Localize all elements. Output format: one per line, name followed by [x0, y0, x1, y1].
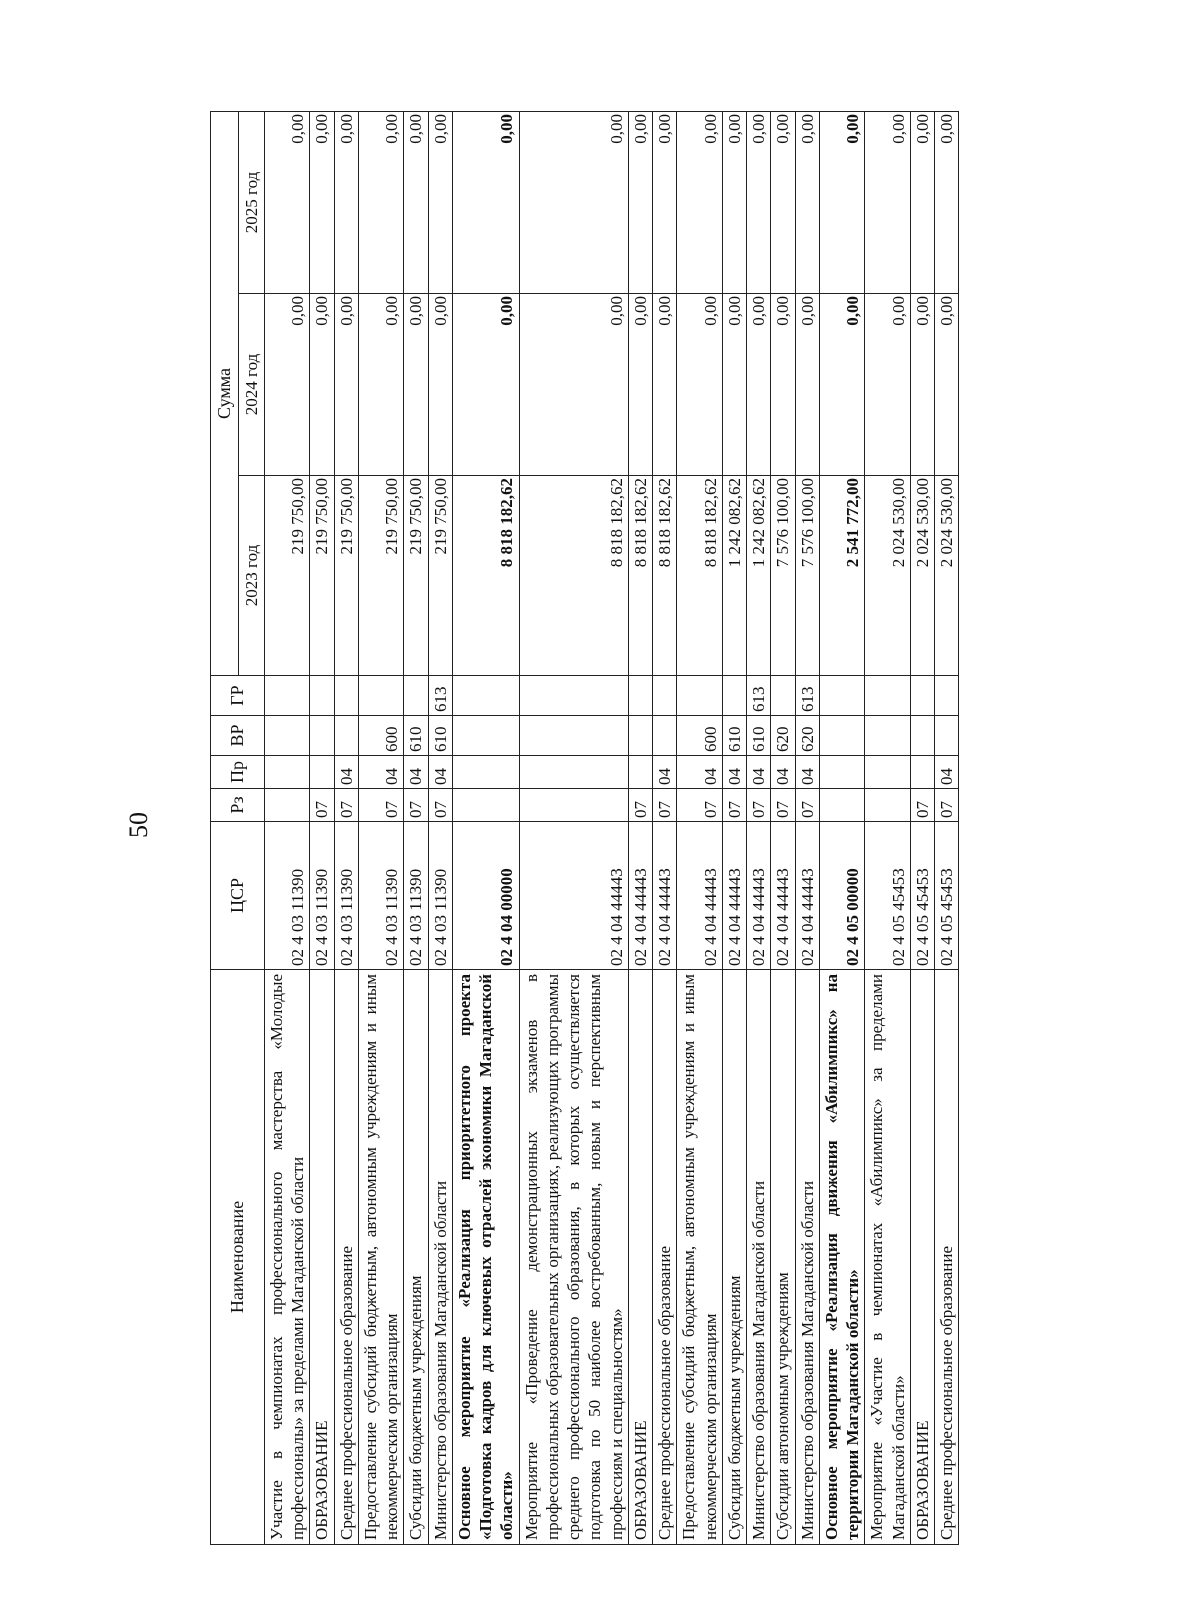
table-row: [452, 111, 519, 1544]
cell-pr: [310, 756, 334, 789]
cell-rz: 07: [910, 789, 934, 822]
cell-rz: [865, 789, 911, 822]
table-row: [795, 111, 819, 1544]
cell-gr: [519, 676, 628, 716]
cell-csr: 02 4 04 00000: [452, 822, 519, 970]
cell-rz: 07: [653, 789, 677, 822]
cell-pr: [819, 756, 865, 789]
table-row: [819, 111, 865, 1544]
cell-2024: 0,00: [428, 294, 452, 476]
table-row: [310, 111, 334, 1544]
table-row: [653, 111, 677, 1544]
table-row: [910, 111, 934, 1544]
cell-2023: 8 818 182,62: [677, 476, 723, 676]
cell-pr: 04: [677, 756, 723, 789]
cell-name: Субсидии бюджетным учреждениям: [404, 970, 428, 1545]
cell-2023: 219 750,00: [358, 476, 404, 676]
cell-pr: [910, 756, 934, 789]
header-rz: Рз: [211, 789, 265, 822]
cell-name: Среднее профессиональное образование: [935, 970, 959, 1545]
table-row: [747, 111, 771, 1544]
table-row: [358, 111, 404, 1544]
cell-name: Предоставление субсидий бюджетным, автономным учреждениям и иным некоммерческим организациям: [358, 970, 404, 1545]
cell-vr: [910, 716, 934, 756]
cell-name: ОБРАЗОВАНИЕ: [628, 970, 652, 1545]
cell-vr: [819, 716, 865, 756]
cell-vr: [334, 716, 358, 756]
table-row: [677, 111, 723, 1544]
cell-vr: [310, 716, 334, 756]
cell-name: ОБРАЗОВАНИЕ: [310, 970, 334, 1545]
cell-vr: 600: [677, 716, 723, 756]
cell-name: Основное мероприятие «Реализация приоритетного проекта «Подготовка кадров для ключевых отраслей экономики Магаданской области»: [452, 970, 519, 1545]
cell-vr: 620: [771, 716, 795, 756]
cell-2024: 0,00: [452, 294, 519, 476]
cell-name: Министерство образования Магаданской области: [747, 970, 771, 1545]
cell-rz: 07: [935, 789, 959, 822]
cell-2024: 0,00: [404, 294, 428, 476]
cell-pr: 04: [747, 756, 771, 789]
cell-gr: [334, 676, 358, 716]
cell-2025: 0,00: [910, 111, 934, 293]
cell-rz: 07: [722, 789, 746, 822]
header-2024: 2024 год: [238, 294, 264, 476]
cell-2024: 0,00: [795, 294, 819, 476]
cell-name: ОБРАЗОВАНИЕ: [910, 970, 934, 1545]
cell-csr: 02 4 03 11390: [428, 822, 452, 970]
cell-2025: 0,00: [653, 111, 677, 293]
header-2023: 2023 год: [238, 476, 264, 676]
cell-gr: [452, 676, 519, 716]
cell-2024: 0,00: [819, 294, 865, 476]
cell-gr: [310, 676, 334, 716]
cell-csr: 02 4 04 44443: [653, 822, 677, 970]
cell-pr: 04: [771, 756, 795, 789]
cell-name: Среднее профессиональное образование: [334, 970, 358, 1545]
cell-pr: [452, 756, 519, 789]
table-row: [771, 111, 795, 1544]
cell-rz: 07: [428, 789, 452, 822]
header-vr: ВР: [211, 716, 265, 756]
cell-2025: 0,00: [628, 111, 652, 293]
cell-pr: 04: [358, 756, 404, 789]
header-gr: ГР: [211, 676, 265, 716]
cell-name: Субсидии бюджетным учреждениям: [722, 970, 746, 1545]
cell-rz: 07: [677, 789, 723, 822]
cell-2025: 0,00: [264, 111, 310, 293]
cell-vr: 610: [428, 716, 452, 756]
cell-2024: 0,00: [519, 294, 628, 476]
cell-2023: 7 576 100,00: [795, 476, 819, 676]
cell-2024: 0,00: [628, 294, 652, 476]
cell-gr: [358, 676, 404, 716]
cell-csr: 02 4 03 11390: [310, 822, 334, 970]
cell-2023: 2 024 530,00: [935, 476, 959, 676]
cell-csr: 02 4 03 11390: [334, 822, 358, 970]
header-name: Наименование: [211, 970, 265, 1545]
cell-vr: 600: [358, 716, 404, 756]
cell-csr: 02 4 04 44443: [722, 822, 746, 970]
cell-rz: 07: [404, 789, 428, 822]
cell-2025: 0,00: [747, 111, 771, 293]
cell-2025: 0,00: [334, 111, 358, 293]
cell-name: Министерство образования Магаданской области: [795, 970, 819, 1545]
table-row: [264, 111, 310, 1544]
cell-2024: 0,00: [358, 294, 404, 476]
cell-2023: 2 024 530,00: [865, 476, 911, 676]
cell-csr: 02 4 03 11390: [404, 822, 428, 970]
cell-gr: [677, 676, 723, 716]
cell-csr: 02 4 04 44443: [519, 822, 628, 970]
cell-2023: 2 541 772,00: [819, 476, 865, 676]
header-summa: Сумма: [211, 111, 239, 675]
cell-pr: [628, 756, 652, 789]
cell-rz: 07: [358, 789, 404, 822]
cell-name: Предоставление субсидий бюджетным, автономным учреждениям и иным некоммерческим организациям: [677, 970, 723, 1545]
cell-2025: 0,00: [722, 111, 746, 293]
table-row: [865, 111, 911, 1544]
cell-pr: 04: [428, 756, 452, 789]
cell-vr: [935, 716, 959, 756]
cell-gr: [935, 676, 959, 716]
header-2025: 2025 год: [238, 111, 264, 293]
cell-2025: 0,00: [935, 111, 959, 293]
cell-gr: 613: [747, 676, 771, 716]
cell-2025: 0,00: [428, 111, 452, 293]
table-row: [935, 111, 959, 1544]
cell-2023: 219 750,00: [404, 476, 428, 676]
cell-2025: 0,00: [452, 111, 519, 293]
cell-csr: 02 4 05 45453: [935, 822, 959, 970]
table-body: [264, 111, 959, 1544]
cell-2023: 1 242 082,62: [722, 476, 746, 676]
cell-name: Участие в чемпионатах профессионального мастерства «Молодые профессионалы» за пределами Магаданской области: [264, 970, 310, 1545]
cell-vr: [452, 716, 519, 756]
cell-2023: 219 750,00: [264, 476, 310, 676]
header-csr: ЦСР: [211, 822, 265, 970]
cell-2023: 219 750,00: [428, 476, 452, 676]
cell-vr: 610: [404, 716, 428, 756]
cell-name: Министерство образования Магаданской области: [428, 970, 452, 1545]
cell-csr: 02 4 03 11390: [264, 822, 310, 970]
rotated-table-container: [210, 112, 1132, 1545]
cell-rz: [519, 789, 628, 822]
cell-2025: 0,00: [404, 111, 428, 293]
cell-name: Основное мероприятие «Реализация движения «Абилимпикс» на территории Магаданской области»: [819, 970, 865, 1545]
cell-2024: 0,00: [677, 294, 723, 476]
table-row: [628, 111, 652, 1544]
cell-pr: [865, 756, 911, 789]
cell-pr: 04: [935, 756, 959, 789]
cell-2023: 219 750,00: [334, 476, 358, 676]
cell-2023: 8 818 182,62: [452, 476, 519, 676]
cell-2025: 0,00: [865, 111, 911, 293]
cell-2023: 8 818 182,62: [653, 476, 677, 676]
cell-vr: [865, 716, 911, 756]
cell-rz: 07: [747, 789, 771, 822]
budget-table: [210, 111, 959, 1545]
cell-rz: 07: [795, 789, 819, 822]
cell-2025: 0,00: [358, 111, 404, 293]
cell-name: Мероприятие «Проведение демонстрационных экзаменов в профессиональных образовательных организациях, реализующих программы среднего профессионального образования, в которых осуществляется подготовка по 50 наиболее востребованным, новым и перспективным профессиям и специальностям»: [519, 970, 628, 1545]
cell-name: Субсидии автономным учреждениям: [771, 970, 795, 1545]
cell-pr: 04: [795, 756, 819, 789]
cell-gr: 613: [795, 676, 819, 716]
cell-gr: [264, 676, 310, 716]
cell-2023: 219 750,00: [310, 476, 334, 676]
cell-name: Среднее профессиональное образование: [653, 970, 677, 1545]
cell-2024: 0,00: [334, 294, 358, 476]
cell-rz: 07: [628, 789, 652, 822]
table-row: [519, 111, 628, 1544]
cell-pr: 04: [404, 756, 428, 789]
cell-gr: [771, 676, 795, 716]
cell-gr: [819, 676, 865, 716]
cell-csr: 02 4 04 44443: [628, 822, 652, 970]
cell-2023: 8 818 182,62: [628, 476, 652, 676]
cell-csr: 02 4 04 44443: [677, 822, 723, 970]
cell-pr: [264, 756, 310, 789]
cell-2025: 0,00: [795, 111, 819, 293]
cell-2025: 0,00: [819, 111, 865, 293]
cell-name: Мероприятие «Участие в чемпионатах «Абилимпикс» за пределами Магаданской области»: [865, 970, 911, 1545]
cell-pr: [519, 756, 628, 789]
cell-2024: 0,00: [771, 294, 795, 476]
cell-gr: [865, 676, 911, 716]
cell-vr: [519, 716, 628, 756]
cell-2024: 0,00: [722, 294, 746, 476]
cell-2025: 0,00: [519, 111, 628, 293]
table-row: [404, 111, 428, 1544]
cell-pr: 04: [334, 756, 358, 789]
cell-rz: 07: [334, 789, 358, 822]
cell-2023: 7 576 100,00: [771, 476, 795, 676]
cell-csr: 02 4 05 45453: [865, 822, 911, 970]
cell-2024: 0,00: [264, 294, 310, 476]
cell-gr: [653, 676, 677, 716]
table-row: [428, 111, 452, 1544]
cell-gr: [722, 676, 746, 716]
cell-2025: 0,00: [771, 111, 795, 293]
cell-rz: [819, 789, 865, 822]
table-row: [722, 111, 746, 1544]
cell-csr: 02 4 04 44443: [747, 822, 771, 970]
cell-2024: 0,00: [653, 294, 677, 476]
cell-vr: 620: [795, 716, 819, 756]
cell-2023: 2 024 530,00: [910, 476, 934, 676]
cell-vr: [653, 716, 677, 756]
cell-gr: [628, 676, 652, 716]
cell-2025: 0,00: [310, 111, 334, 293]
cell-csr: 02 4 04 44443: [771, 822, 795, 970]
cell-vr: 610: [722, 716, 746, 756]
table-row: [334, 111, 358, 1544]
header-pr: Пр: [211, 756, 265, 789]
cell-vr: [264, 716, 310, 756]
cell-gr: [404, 676, 428, 716]
cell-csr: 02 4 03 11390: [358, 822, 404, 970]
cell-gr: [910, 676, 934, 716]
cell-2024: 0,00: [747, 294, 771, 476]
cell-pr: 04: [653, 756, 677, 789]
cell-2023: 8 818 182,62: [519, 476, 628, 676]
table-header: [211, 111, 265, 1544]
cell-2024: 0,00: [310, 294, 334, 476]
cell-pr: 04: [722, 756, 746, 789]
cell-csr: 02 4 04 44443: [795, 822, 819, 970]
cell-csr: 02 4 05 00000: [819, 822, 865, 970]
cell-csr: 02 4 05 45453: [910, 822, 934, 970]
cell-rz: [264, 789, 310, 822]
cell-rz: [452, 789, 519, 822]
page-number: 50: [124, 812, 153, 838]
cell-2024: 0,00: [865, 294, 911, 476]
cell-2024: 0,00: [935, 294, 959, 476]
cell-2024: 0,00: [910, 294, 934, 476]
cell-rz: 07: [771, 789, 795, 822]
cell-2025: 0,00: [677, 111, 723, 293]
cell-rz: 07: [310, 789, 334, 822]
cell-2023: 1 242 082,62: [747, 476, 771, 676]
cell-gr: 613: [428, 676, 452, 716]
cell-vr: 610: [747, 716, 771, 756]
cell-vr: [628, 716, 652, 756]
